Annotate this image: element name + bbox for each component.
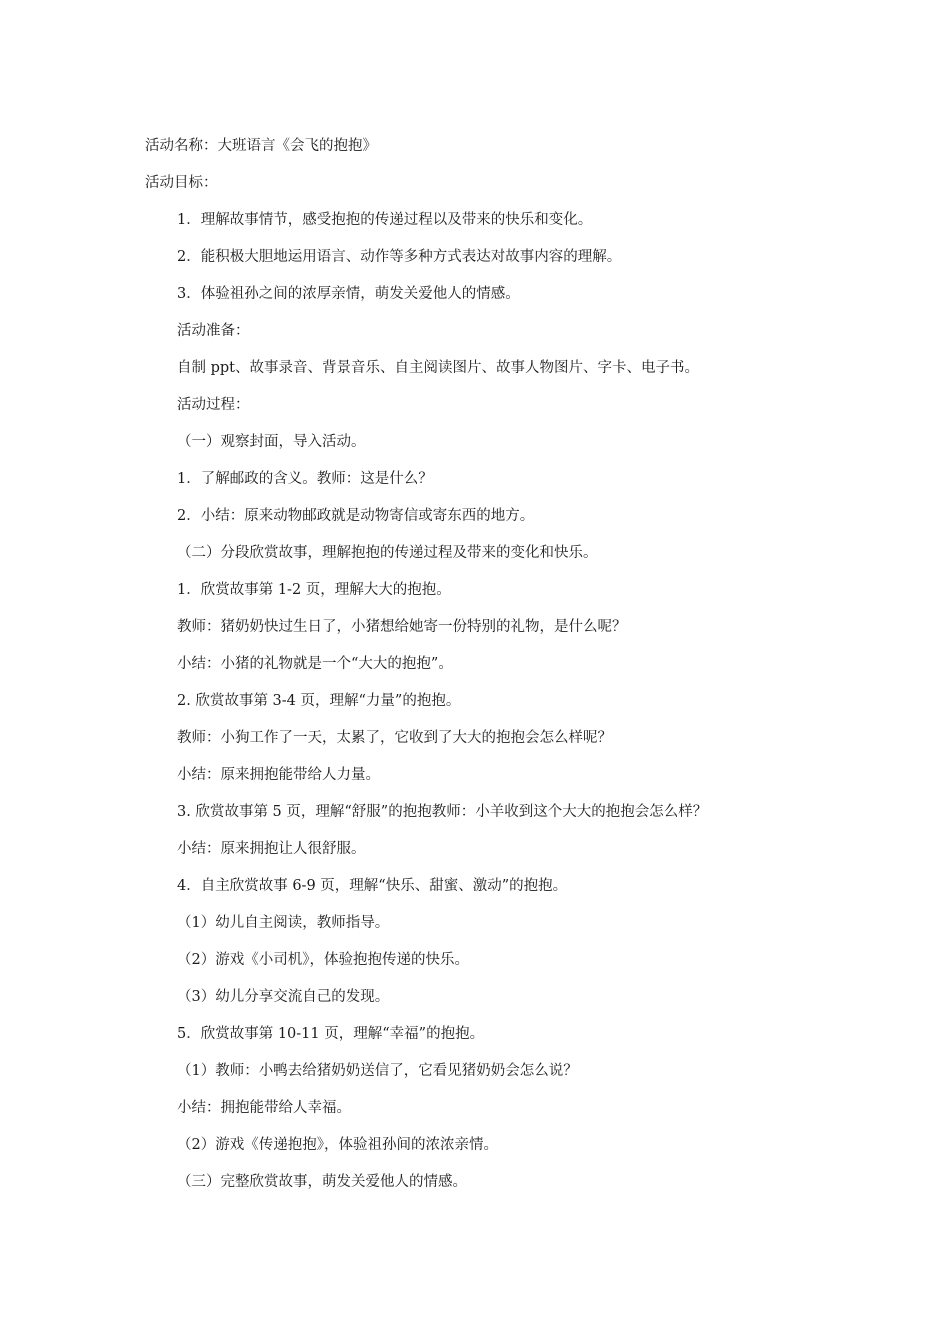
section-2-item-4: 4．自主欣赏故事 6-9 页，理解“快乐、甜蜜、激动”的抱抱。: [177, 878, 568, 894]
teacher-line-1: 教师：猪奶奶快过生日了，小猪想给她寄一份特别的礼物，是什么呢？: [177, 619, 627, 635]
preparation-heading: 活动准备：: [177, 323, 250, 339]
sub-item-4-3: （3）幼儿分享交流自己的发现。: [177, 989, 390, 1005]
document-body: [145, 136, 825, 1209]
section-3-heading: （三）完整欣赏故事，萌发关爱他人的情感。: [177, 1174, 467, 1190]
section-2-item-3: 3. 欣赏故事第 5 页，理解“舒服”的抱抱教师：小羊收到这个大大的抱抱会怎么样？: [177, 804, 708, 820]
sub-item-4-2: （2）游戏《小司机》，体验抱抱传递的快乐。: [177, 952, 469, 968]
sub-item-4-1: （1）幼儿自主阅读，教师指导。: [177, 915, 390, 931]
goal-item-3: 3．体验祖孙之间的浓厚亲情，萌发关爱他人的情感。: [177, 286, 520, 302]
summary-line-3: 小结：原来拥抱让人很舒服。: [177, 841, 366, 857]
activity-name-line: 活动名称：大班语言《会飞的抱抱》: [145, 138, 377, 154]
summary-line-2: 小结：原来拥抱能带给人力量。: [177, 767, 380, 783]
activity-goals-heading: 活动目标：: [145, 175, 218, 191]
sub-item-5-2: （2）游戏《传递抱抱》，体验祖孙间的浓浓亲情。: [177, 1137, 498, 1153]
summary-line-1: 小结：小猪的礼物就是一个“大大的抱抱”。: [177, 656, 453, 672]
goal-item-2: 2．能积极大胆地运用语言、动作等多种方式表达对故事内容的理解。: [177, 249, 622, 265]
section-2-item-1: 1．欣赏故事第 1-2 页，理解大大的抱抱。: [177, 582, 451, 598]
section-2-heading: （二）分段欣赏故事，理解抱抱的传递过程及带来的变化和快乐。: [177, 545, 598, 561]
section-1-heading: （一）观察封面，导入活动。: [177, 434, 366, 450]
sub-item-5-1: （1）教师：小鸭去给猪奶奶送信了，它看见猪奶奶会怎么说？: [177, 1063, 578, 1079]
summary-line-4: 小结：拥抱能带给人幸福。: [177, 1100, 351, 1116]
section-2-item-2: 2. 欣赏故事第 3-4 页，理解“力量”的抱抱。: [177, 693, 461, 709]
section-2-item-5: 5．欣赏故事第 10-11 页，理解“幸福”的抱抱。: [177, 1026, 485, 1042]
section-1-item-2: 2．小结：原来动物邮政就是动物寄信或寄东西的地方。: [177, 508, 535, 524]
process-heading: 活动过程：: [177, 397, 250, 413]
section-1-item-1: 1．了解邮政的含义。教师：这是什么？: [177, 471, 433, 487]
preparation-text: 自制 ppt、故事录音、背景音乐、自主阅读图片、故事人物图片、字卡、电子书。: [177, 360, 699, 376]
teacher-line-2: 教师：小狗工作了一天，太累了，它收到了大大的抱抱会怎么样呢？: [177, 730, 612, 746]
goal-item-1: 1．理解故事情节，感受抱抱的传递过程以及带来的快乐和变化。: [177, 212, 593, 228]
